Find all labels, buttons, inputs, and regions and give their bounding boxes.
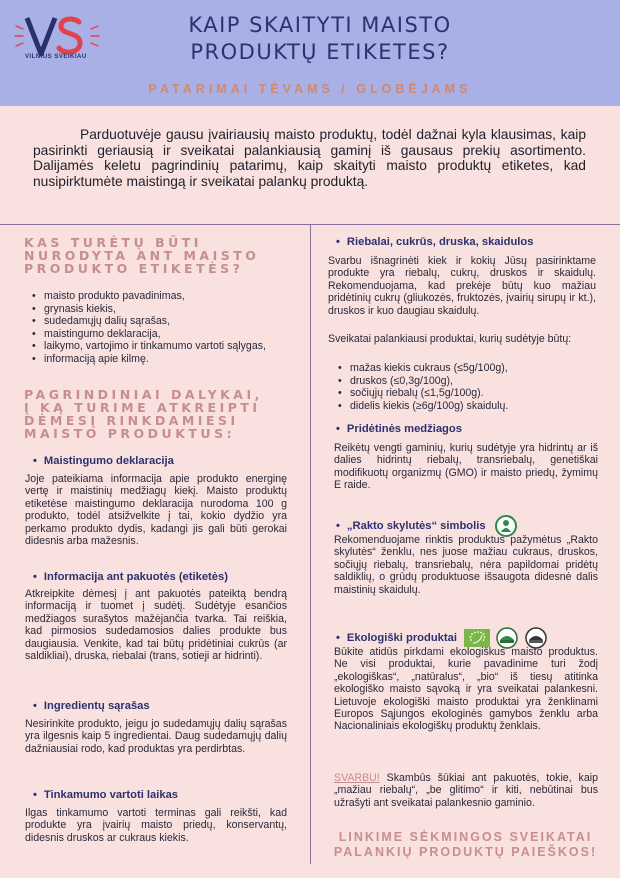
section-text-ingredients: Nesirinkite produkto, jeigu jo sudedamųjų dalių sąrašas yra ilgesnis kaip 5 ingredientai. Daug sudedamųjų dalių dažniausiai rodo, kad produktas yra perdirbtas.: [25, 718, 287, 755]
heading-line: MAISTO PRODUKTUS:: [24, 426, 236, 441]
list-item: • druskos (≤0,3g/100g),: [336, 375, 598, 388]
section-text-packaging: Atkreipkite dėmesį į ant pakuotės pateiktą bendrą informaciją ir tuomet į sudėtį. Sudėtyje esančios medžiagos surašytos mažėjančia tvarka. Tai reiškia, kad pirmosios sudedamosios dalies produkte bus daugiausia. Venkite, kad tai būtų pridėtiniai cukrūs (ar saldikliai), druska, riebalai (trans, sotieji ar hidrinti).: [25, 588, 287, 663]
list-item: • grynasis kiekis,: [30, 303, 292, 316]
section-text-fats: Svarbu išnagrinėti kiek ir kokių Jūsų pasirinktame produkte yra riebalų, cukrų, druskos ir skaidulų. Rekomenduojama, kad prekėje būtų kuo mažiau pridėtinių cukrų (gliukozės, fruktozės, įvairių sirupų ir kt.), druskos ir kuo daugiau skaidulų.: [328, 255, 596, 317]
page-title: [130, 12, 510, 66]
heading-main-points: [24, 388, 263, 440]
section-text-shelf-life: Ilgas tinkamumo vartoti terminas gali reikšti, kad produkte yra įvairių maisto priedų, konservantų, didesnis druskos ar cukraus kiekis.: [25, 807, 287, 844]
closing-line: PALANKIŲ PRODUKTŲ PAIEŠKOS!: [333, 845, 598, 859]
title-line-1: KAIP SKAITYTI MAISTO: [188, 13, 452, 37]
keyhole-title-text: „Rakto skylutės“ simbolis: [346, 519, 486, 532]
heading-line: KAS TURĖTŲ BŪTI: [24, 235, 202, 250]
heading-line: DĖMESĮ RINKDAMIESI: [24, 413, 239, 428]
healthy-criteria-list: [336, 362, 598, 412]
eco-title-text: Ekologiški produktai: [346, 631, 457, 644]
closing-line: LINKIME SĖKMINGOS SVEIKATAI: [338, 830, 593, 844]
important-label: SVARBU!: [334, 772, 380, 784]
section-text-additives: Reikėtų vengti gaminių, kurių sudėtyje yra hidrintų ar iš dalies hidrintų riebalų, transriebalų, genetiškai modifikuotų organizmų (GMO) ir maisto priedų, žymimų E raide.: [334, 442, 598, 492]
title-line-2: PRODUKTŲ ETIKETES?: [190, 40, 450, 64]
important-note: [334, 772, 598, 809]
section-title-shelf-life: • Tinkamumo vartoti laikas: [33, 789, 178, 801]
list-item: • maisto produkto pavadinimas,: [30, 290, 292, 303]
section-text-keyhole: Rekomenduojame rinktis produktus pažymėtus „Rakto skylutės“ ženklu, nes juose mažiau cukraus, druskos, sočiųjų riebalų, transriebalų, nėra papildomai pridėtų saldiklių, o grūdų produktuose išsaugota didesnė dalis maistinių skaidulų.: [334, 534, 598, 596]
section-text-eco: Būkite atidūs pirkdami ekologiškus maisto produktus. Ne visi produktai, kurie pavadinime turi žodį „ekologiškas“, „natūralus“, „bio“ iš tiesų atitinka ekologiško maisto sąvoką ir yra sveikatai palankesni. Lietuvoje ekologiški maisto produktai yra ženklinami Europos Sąjungos ekologinės gamybos ženklu arba Nacionaliniais ekologiškų produktų ženklais.: [334, 646, 598, 733]
heading-line: Į KĄ TURIME ATKREIPTI: [24, 400, 261, 415]
list-item: • sočiųjų riebalų (≤1,5g/100g).: [336, 387, 598, 400]
header-banner: [0, 0, 620, 106]
list-item: • informaciją apie kilmę.: [30, 353, 292, 366]
label-requirements-list: [30, 290, 292, 365]
section-title-nutrition: • Maistingumo deklaracija: [33, 455, 174, 467]
eu-organic-leaf-icon: [464, 629, 490, 647]
important-text: Skambūs šūkiai ant pakuotės, tokie, kaip „mažiau riebalų“, „be glitimo“ ir kiti, nebūtinai bus užrašyti ant sveikatai palankesnio gaminio.: [334, 772, 598, 809]
logo-caption: VILNIUS SVEIKIAU: [25, 54, 87, 60]
section-title-packaging: • Informacija ant pakuotės (etiketės): [33, 571, 228, 583]
section-text-nutrition: Joje pateikiama informacija apie produkto energinę vertę ir maistinių medžiagų kiekį. Maisto produktų etiketėse maistingumo deklaracija nurodoma 100 g produkto, todėl atsižvelkite į tai, kokio dydžio yra perkamo produkto dydis, kadangi jis gali būti gerokai didesnis arba mažesnis.: [25, 473, 287, 548]
section-title-ingredients: • Ingredientų sąrašas: [33, 700, 150, 712]
list-item: • mažas kiekis cukraus (≤5g/100g),: [336, 362, 598, 375]
heading-line: NURODYTA ANT MAISTO: [24, 248, 260, 263]
heading-label-requirements: [24, 236, 259, 275]
section-title-fats: • Riebalai, cukrūs, druska, skaidulos: [336, 236, 533, 248]
heading-line: PAGRINDINIAI DALYKAI,: [24, 387, 263, 402]
list-item: • sudedamųjų dalių sąrašas,: [30, 315, 292, 328]
list-item: • maistingumo deklaracija,: [30, 328, 292, 341]
section-title-additives: • Pridėtinės medžiagos: [336, 423, 462, 435]
closing-message: [328, 830, 603, 860]
list-item: • laikymo, vartojimo ir tinkamumo vartoti sąlygas,: [30, 340, 292, 353]
section-text-fats-2: Sveikatai palankiausi produktai, kurių sudėtyje būtų:: [328, 333, 572, 345]
page-subtitle: PATARIMAI TĖVAMS / GLOBĖJAMS: [148, 82, 472, 96]
heading-line: PRODUKTO ETIKETĖS?: [24, 261, 244, 276]
intro-paragraph: Parduotuvėje gausu įvairiausių maisto produktų, todėl dažnai kyla klausimas, kaip pasirinkti geriausią ir sveikatai palankiausią gaminį iš gausaus prekių asortimento. Dalijamės keletu pagrindinių patarimų, kaip skaityti maisto produktų etiketes, kad nusipirktumėte maistingą ir sveikatai palankų produktą.: [33, 127, 586, 189]
column-divider: [310, 224, 311, 864]
list-item: • didelis kiekis (≥6g/100g) skaidulų.: [336, 400, 598, 413]
